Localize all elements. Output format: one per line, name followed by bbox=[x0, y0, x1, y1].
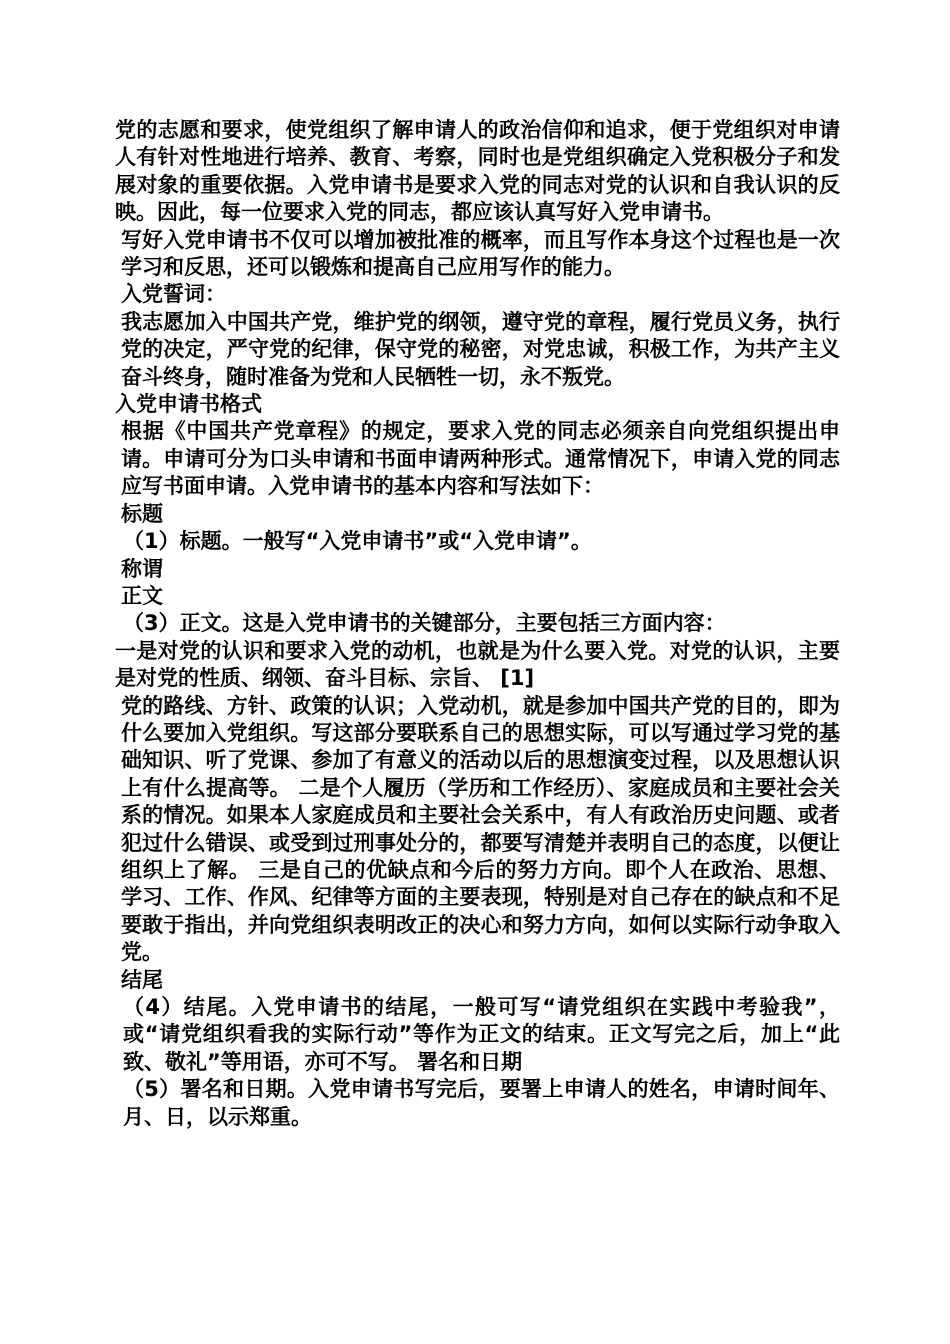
paragraph-title-item: （1）标题。一般写“入党申请书”或“入党申请”。 bbox=[123, 529, 592, 554]
paragraph-writing-benefits: 写好入党申请书不仅可以增加被批准的概率，而且写作本身这个过程也是一次学习和反思，还可以锻炼和提高自己应用写作的能力。 bbox=[121, 227, 840, 280]
paragraph-intro-continued: 党的志愿和要求，使党组织了解申请人的政治信仰和追求，便于党组织对申请人有针对性地进行培养、教育、考察，同时也是党组织确定入党积极分子和发展对象的重要依据。入党申请书是要求入党的同志对党的认识和自我认识的反映。因此，每一位要求入党的同志，都应该认真写好入党申请书。 bbox=[115, 118, 840, 225]
heading-format: 入党申请书格式 bbox=[115, 392, 262, 417]
paragraph-first-point: 一是对党的认识和要求入党的动机，也就是为什么要入党。对党的认识，主要是对党的性质、纲领、奋斗目标、宗旨、 [1] bbox=[115, 638, 840, 691]
paragraph-signature-item: （5）署名和日期。入党申请书写完后，要署上申请人的姓名，申请时间年、月、日，以示郑重。 bbox=[123, 1077, 840, 1129]
paragraph-body-details: 党的路线、方针、政策的认识；入党动机，就是参加中国共产党的目的，即为什么要加入党组织。写这部分要联系自己的思想实际，可以写通过学习党的基础知识、听了党课、参加了有意义的活动以后的思想演变过程，以及思想认识上有什么提高等。 二是个人履历（学历和工作经历）、家庭成员和主要社会关系的情况。如果本人家庭成员和主要社会关系中，有人有政治历史问题、或者犯过什么错误、或受到过刑事处分的，都要写清楚并表明自己的态度，以便让组织上了解。 三是自己的优缺点和今后的努力方向。即个人在政治、思想、学习、工作、作风、纪律等方面的主要表现，特别是对自己存在的缺点和不足要敢于指出，并向党组织表明改正的决心和努力方向，如何以实际行动争取入党。 bbox=[121, 693, 840, 965]
document-body bbox=[115, 117, 840, 1131]
heading-body-section: 正文 bbox=[121, 583, 163, 608]
heading-ending-section: 结尾 bbox=[121, 967, 163, 992]
heading-salutation-section: 称谓 bbox=[121, 556, 163, 581]
paragraph-format-intro: 根据《中国共产党章程》的规定，要求入党的同志必须亲自向党组织提出申请。申请可分为口头申请和书面申请两种形式。通常情况下，申请入党的同志应写书面申请。入党申请书的基本内容和写法如下： bbox=[121, 419, 840, 499]
heading-oath: 入党誓词： bbox=[121, 282, 226, 307]
paragraph-oath-text: 我志愿加入中国共产党，维护党的纲领，遵守党的章程，履行党员义务，执行党的决定，严守党的纪律，保守党的秘密，对党忠诚，积极工作，为共产主义奋斗终身，随时准备为党和人民牺牲一切，永不叛党。 bbox=[121, 309, 840, 389]
heading-title-section: 标题 bbox=[121, 501, 163, 526]
paragraph-body-item: （3）正文。这是入党申请书的关键部分，主要包括三方面内容： bbox=[123, 611, 726, 636]
paragraph-ending-item: （4）结尾。入党申请书的结尾，一般可写“请党组织在实践中考验我”，或“请党组织看我的实际行动”等作为正文的结束。正文写完之后，加上“此致、敬礼”等用语，亦可不写。 署名和日期 bbox=[123, 995, 840, 1074]
